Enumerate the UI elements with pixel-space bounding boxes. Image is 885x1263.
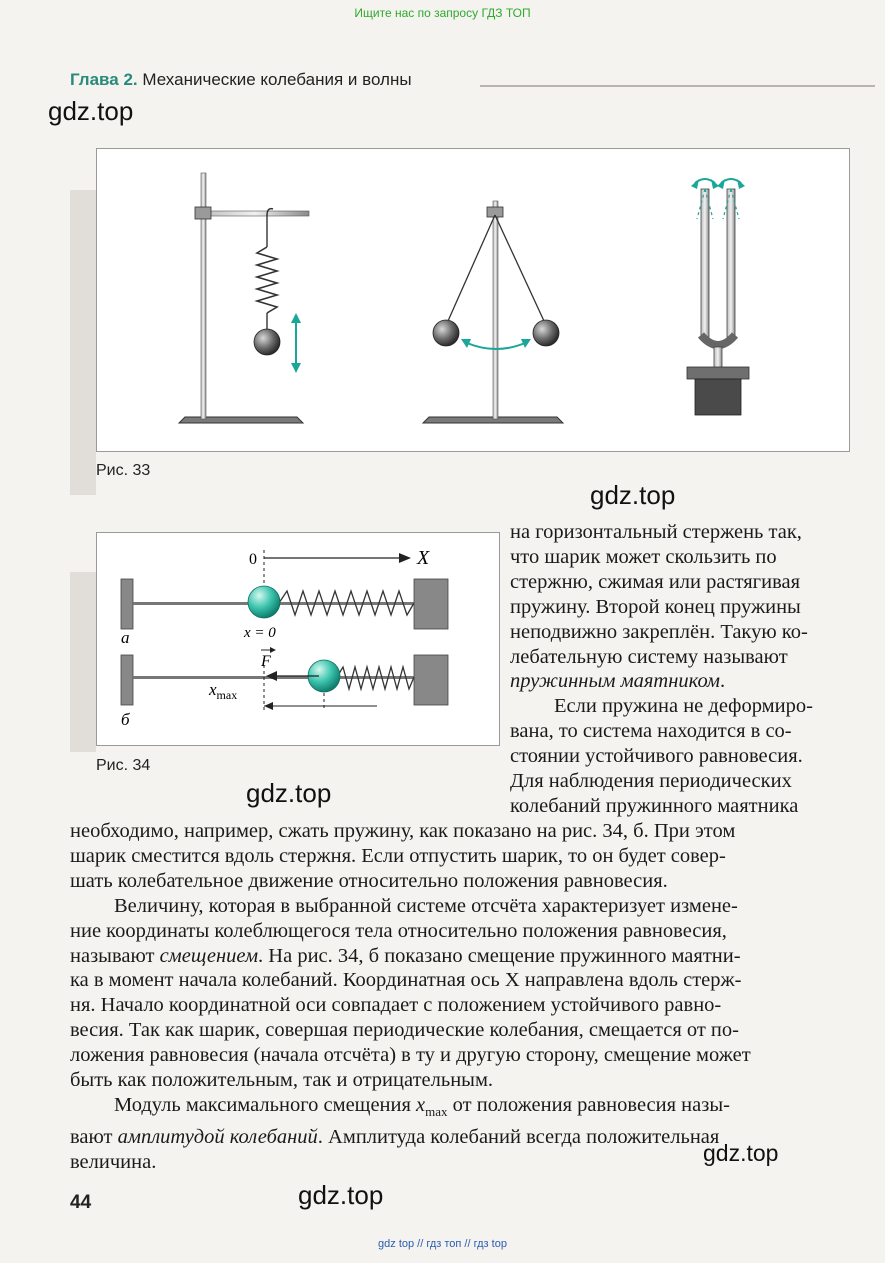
text-line: ня. Начало координатной оси совпадает с положением устойчивого равно- <box>70 994 722 1017</box>
text-line: стоянии устойчивого равновесия. <box>510 745 803 768</box>
ball-a <box>248 586 280 618</box>
bottom-banner[interactable]: gdz top // гдз топ // гдз top <box>378 1238 507 1250</box>
chapter-header <box>70 70 412 90</box>
text-line: лебательную систему называют <box>510 645 788 668</box>
term-amplitude: амплитудой колебаний <box>117 1125 318 1148</box>
text-line: стержню, сжимая или растягивая <box>510 570 801 593</box>
right-wall-a <box>414 579 448 629</box>
axis-x-label: X <box>417 547 430 569</box>
text-line: неподвижно закреплён. Такую ко- <box>510 620 808 643</box>
text-line: на горизонтальный стержень так, <box>510 521 802 543</box>
main-text <box>70 819 850 1175</box>
figure-34 <box>96 532 500 746</box>
watermark: gdz.top <box>590 480 676 510</box>
text-line: ложения равновесия (начала отсчёта) в ту и другую сторону, смещение может <box>70 1044 751 1067</box>
left-wall-b <box>121 655 133 705</box>
text-line: величина. <box>70 1150 157 1173</box>
bleed-through-shade <box>70 190 96 495</box>
chapter-title: Механические колебания и волны <box>142 70 412 89</box>
text-line: вана, то система находится в со- <box>510 720 792 743</box>
text-line: колебаний пружинного маятника <box>510 794 799 817</box>
top-banner[interactable]: Ищите нас по запросу ГДЗ ТОП <box>354 6 531 20</box>
right-column-text <box>510 520 850 819</box>
watermark: gdz.top <box>48 96 134 126</box>
watermark: gdz.top <box>298 1180 384 1210</box>
tuning-fork <box>687 179 749 415</box>
term-spring-pendulum: пружинным маятником <box>510 670 721 693</box>
header-rule <box>480 85 875 87</box>
text-line: Величину, которая в выбранной системе отсчёта характеризует измене- <box>114 894 738 917</box>
text-line: называют смещением. На рис. 34, б показано смещение пружинного маятни- <box>70 944 741 967</box>
axis-origin-label: 0 <box>249 551 257 568</box>
text-line: весия. Так как шарик, совершая периодические колебания, смещается от по- <box>70 1019 739 1042</box>
text-line: пружину. Второй конец пружины <box>510 595 801 618</box>
text-line: Для наблюдения периодических <box>510 770 792 793</box>
text-line: вают амплитудой колебаний. Амплитуда колебаний всегда положительная <box>70 1125 720 1148</box>
text-line: пружинным маятником. <box>510 670 726 693</box>
bleed-through-shade <box>70 572 96 752</box>
text-line: быть как положительным, так и отрицательным. <box>70 1069 494 1092</box>
text-line: шать колебательное движение относительно положения равновесия. <box>70 869 668 892</box>
text-line: ка в момент начала колебаний. Координатная ось X направлена вдоль стерж- <box>70 969 742 992</box>
spring-pendulum-stand <box>179 173 309 423</box>
text-line: что шарик может скользить по <box>510 545 777 568</box>
term-displacement: смещением <box>159 944 259 967</box>
x-equals-zero-label: x = 0 <box>244 625 276 641</box>
watermark: gdz.top <box>246 778 332 808</box>
right-wall-b <box>414 655 448 705</box>
figure-33-caption: Рис. 33 <box>96 462 151 479</box>
left-wall-a <box>121 579 133 629</box>
text-line: необходимо, например, сжать пружину, как показано на рис. 34, б. При этом <box>70 820 736 842</box>
xmax-label: $x_{max}$ <box>209 680 238 702</box>
label-b: б <box>121 710 130 729</box>
figure-34-caption: Рис. 34 <box>96 757 151 774</box>
figure-33-drawing <box>97 149 849 451</box>
label-a: а <box>121 628 130 647</box>
text-line: Модуль максимального смещения $x_{max}$ от положения равновесия назы- <box>114 1093 730 1120</box>
force-label: F <box>261 653 271 670</box>
watermark: gdz.top <box>703 1140 779 1166</box>
chapter-number: Глава 2. <box>70 70 138 89</box>
figure-34-drawing <box>97 533 499 745</box>
text-line: ние координаты колеблющегося тела относительно положения равновесия, <box>70 919 727 942</box>
text-line: шарик сместится вдоль стержня. Если отпустить шарик, то он будет совер- <box>70 844 726 867</box>
thread-pendulum-stand <box>423 201 563 423</box>
page-number: 44 <box>70 1192 92 1213</box>
figure-33 <box>96 148 850 452</box>
text-line: Если пружина не деформиро- <box>554 695 813 718</box>
